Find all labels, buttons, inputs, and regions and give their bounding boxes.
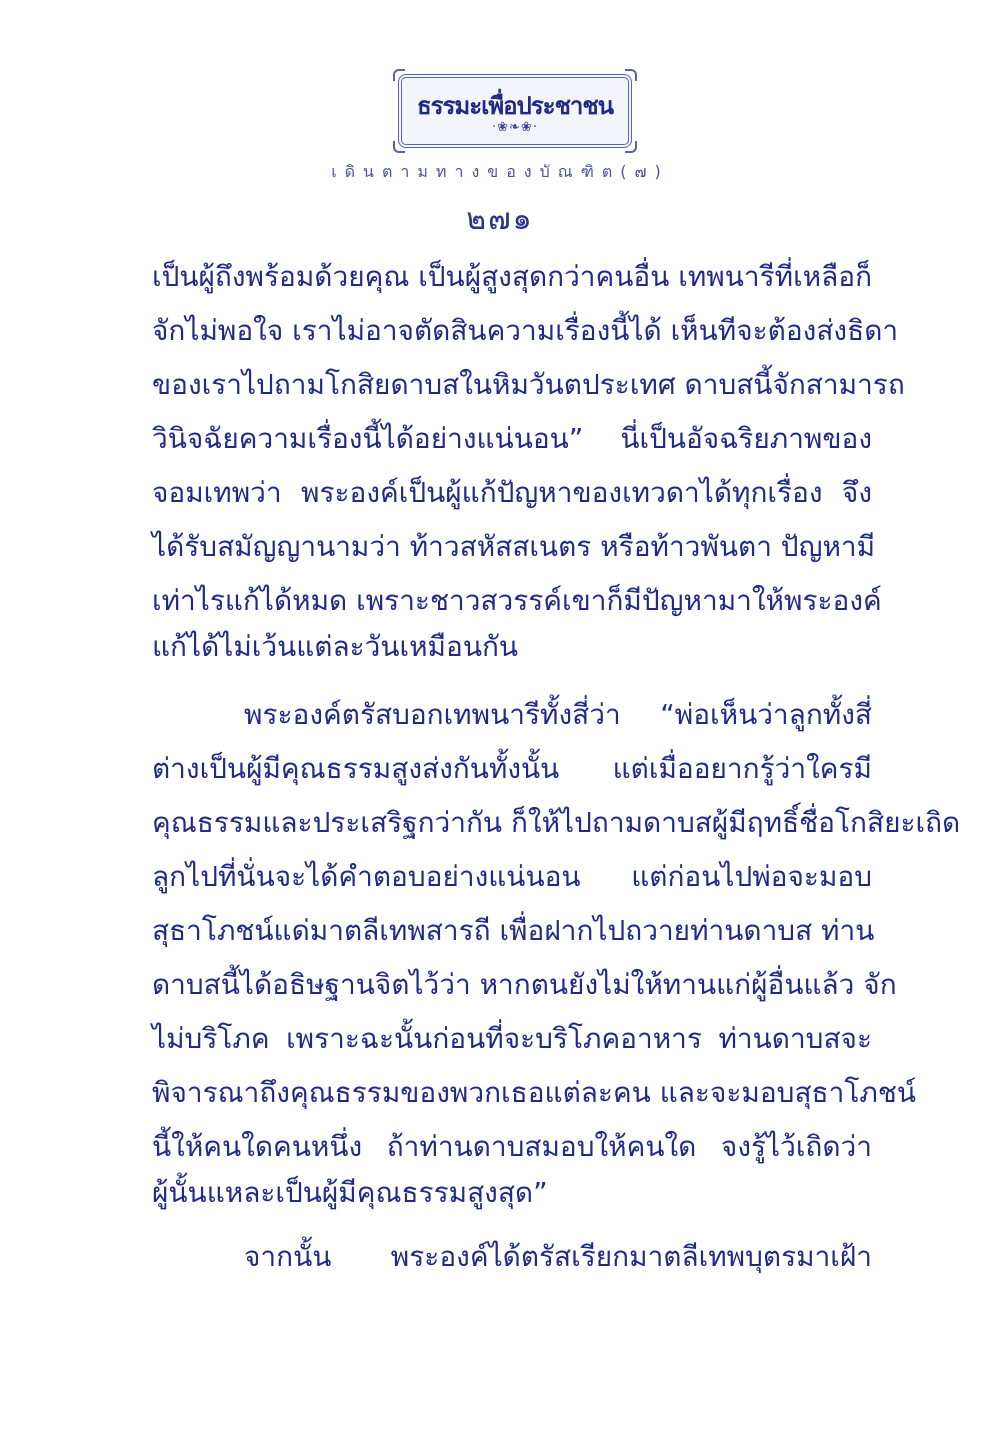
logo-corner-ornament bbox=[393, 141, 405, 153]
text-line: แก้ได้ไม่เว้นแต่ละวันเหมือนกัน bbox=[152, 630, 519, 663]
text-line: ผู้นั้นแหละเป็นผู้มีคุณธรรมสูงสุด” bbox=[152, 1176, 548, 1209]
text-line: พระองค์ตรัสบอกเทพนารีทั้งสี่ว่า “พ่อเห็นว่าลูกทั้งสี่ bbox=[244, 698, 872, 731]
logo-corner-ornament bbox=[625, 69, 637, 81]
text-line: ต่างเป็นผู้มีคุณธรรมสูงส่งกันทั้งนั้น แต่เมื่ออยากรู้ว่าใครมี bbox=[152, 752, 872, 785]
text-line: พิจารณาถึงคุณธรรมของพวกเธอแต่ละคน และจะมอบสุธาโภชน์ bbox=[152, 1076, 916, 1109]
page-number: ๒๗๑ bbox=[466, 202, 534, 237]
logo-title: ธรรมะเพื่อประชาชน bbox=[416, 92, 614, 120]
text-line: เท่าไรแก้ได้หมด เพราะชาวสวรรค์เขาก็มีปัญหามาให้พระองค์ bbox=[152, 584, 882, 617]
text-line: คุณธรรมและประเสริฐกว่ากัน ก็ให้ไปถามดาบสผู้มีฤทธิ์ชื่อโกสิยะเถิด bbox=[152, 806, 961, 839]
logo-ornament-icon: ·❀❧❀· bbox=[492, 120, 538, 135]
text-line: เป็นผู้ถึงพร้อมด้วยคุณ เป็นผู้สูงสุดกว่าคนอื่น เทพนารีที่เหลือก็ bbox=[152, 260, 873, 293]
text-line: ลูกไปที่นั่นจะได้คำตอบอย่างแน่นอน แต่ก่อนไปพ่อจะมอบ bbox=[152, 860, 872, 893]
text-line: ได้รับสมัญญานามว่า ท้าวสหัสสเนตร หรือท้าวพันตา ปัญหามี bbox=[152, 530, 876, 563]
text-line: วินิจฉัยความเรื่องนี้ได้อย่างแน่นอน” นี่เป็นอัจฉริยภาพของ bbox=[152, 422, 872, 455]
text-line: สุธาโภชน์แด่มาตลีเทพสารถี เพื่อฝากไปถวายท่านดาบส ท่าน bbox=[152, 914, 875, 947]
text-line: นี้ให้คนใดคนหนึ่ง ถ้าท่านดาบสมอบให้คนใด จงรู้ไว้เถิดว่า bbox=[152, 1130, 872, 1163]
text-line: จอมเทพว่า พระองค์เป็นผู้แก้ปัญหาของเทวดาได้ทุกเรื่อง จึง bbox=[152, 476, 872, 509]
text-line: ของเราไปถามโกสิยดาบสในหิมวันตประเทศ ดาบสนี้จักสามารถ bbox=[152, 368, 905, 401]
text-line: จักไม่พอใจ เราไม่อาจตัดสินความเรื่องนี้ได้ เห็นทีจะต้องส่งธิดา bbox=[152, 314, 899, 347]
logo-corner-ornament bbox=[393, 69, 405, 81]
running-header: เดินตามทางของบัณฑิต(๗) bbox=[331, 162, 669, 181]
text-line: จากนั้น พระองค์ได้ตรัสเรียกมาตลีเทพบุตรมาเฝ้า bbox=[244, 1240, 872, 1273]
series-logo bbox=[398, 74, 632, 148]
text-line: ดาบสนี้ได้อธิษฐานจิตไว้ว่า หากตนยังไม่ให้ทานแก่ผู้อื่นแล้ว จัก bbox=[152, 968, 897, 1001]
text-line: ไม่บริโภค เพราะฉะนั้นก่อนที่จะบริโภคอาหาร ท่านดาบสจะ bbox=[152, 1022, 872, 1055]
logo-corner-ornament bbox=[625, 141, 637, 153]
